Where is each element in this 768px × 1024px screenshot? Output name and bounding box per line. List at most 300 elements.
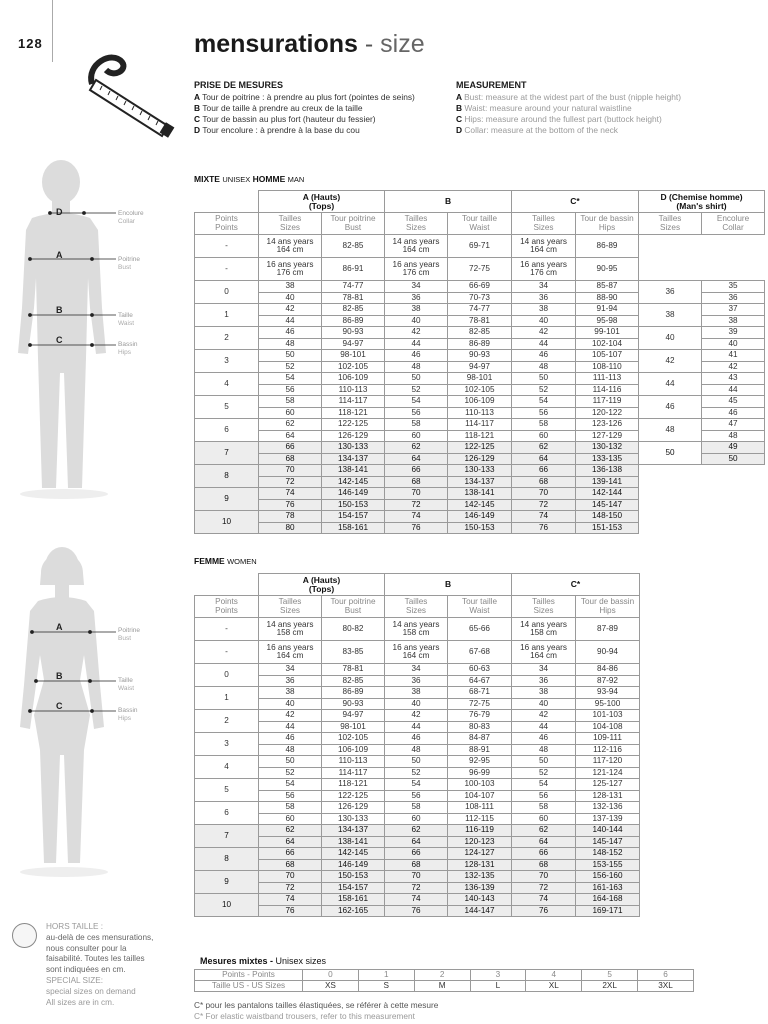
table-cell: 42 [512,327,576,339]
table-cell: 122-125 [322,790,385,802]
table-cell: 46 [512,350,576,362]
male-label-c: C [56,335,63,345]
table-cell: 112-116 [576,744,640,756]
table-cell: 62 [385,825,448,837]
female-side-bust: Poitrine Bust [118,627,141,642]
instruction-key: A [456,92,465,102]
table-cell: 68 [259,453,322,465]
header-group-c: C* [512,191,639,213]
table-cell: 110-113 [322,384,385,396]
table-cell: 154-157 [322,511,385,523]
table-cell: 66 [385,465,448,477]
table-cell: 133-135 [576,453,639,465]
male-label-b: B [56,305,63,315]
table-cell: 68 [512,476,576,488]
page-title: mensurations - size [194,30,425,58]
table-row [195,825,640,837]
table-cell: 78-81 [322,292,385,304]
table-cell: 40 [385,315,448,327]
mixed-sizes-table [194,969,694,992]
shirt-size-cell: 50 [639,442,702,465]
table-cell: 120-123 [448,836,512,848]
table-cell: 56 [259,384,322,396]
table-cell: 56 [512,407,576,419]
table-cell: 87-92 [576,675,640,687]
table-cell: 66 [259,848,322,860]
table-cell: 76 [259,499,322,511]
collar-cell: 43 [702,373,765,385]
female-label-a: A [56,622,63,632]
table-cell: 164-168 [576,894,640,906]
instruction-text: Waist: measure around your natural waistline [464,103,632,113]
female-label-b: B [56,671,63,681]
table-cell: 150-153 [448,522,512,534]
table-row [195,871,640,883]
table-cell: 38 [385,304,448,316]
table-cell: - [195,641,259,664]
table-cell: 84-86 [576,664,640,676]
table-cell: 64 [385,453,448,465]
instruction-key: A [194,92,203,102]
tape-measure-icon [82,44,178,140]
female-label-c: C [56,701,63,711]
special-size-line: special sizes on demand [46,986,136,996]
table-cell: 60 [512,813,576,825]
table-cell: 14 ans years 164 cm [512,235,576,258]
table-cell: 64 [512,453,576,465]
subheader-cell: Tour poitrine Bust [322,213,385,235]
table-cell: 105-107 [576,350,639,362]
table-cell: 68 [385,476,448,488]
table-row [195,350,765,362]
table-row [195,304,765,316]
shirt-size-cell: 44 [639,373,702,396]
table-row [195,848,640,860]
subheader-cell: Tour taille Waist [448,596,512,618]
header-group-c: C* [512,574,640,596]
table-cell: 64 [512,836,576,848]
table-cell: 138-141 [322,836,385,848]
instruction-text: Tour de poitrine : à prendre au plus fort (pointes de seins) [202,92,415,102]
table-row [195,373,765,385]
table-cell: 58 [385,419,448,431]
table-cell: 46 [259,733,322,745]
table-row-kids [195,641,640,664]
table-cell: 112-115 [448,813,512,825]
male-side-bust: Poitrine Bust [118,256,141,271]
table-cell: 46 [385,350,448,362]
table-cell: 118-121 [322,407,385,419]
table-cell: 62 [512,825,576,837]
table-row [195,836,640,848]
table-cell: 60-63 [448,664,512,676]
table-cell: 76 [385,522,448,534]
instruction-key: D [194,125,203,135]
table-cell: 68 [512,859,576,871]
subheader-cell: Points Points [195,213,259,235]
table-cell: 66 [259,442,322,454]
table-cell: 88-91 [448,744,512,756]
header-group-d: D (Chemise homme) (Man's shirt) [639,191,765,213]
table-cell: 52 [385,767,448,779]
table-cell: 72 [259,476,322,488]
mixed-cell: S [358,981,414,992]
subheader-cell: Tour de bassin Hips [576,596,640,618]
table-cell: 138-141 [448,488,512,500]
table-cell: 154-157 [322,882,385,894]
table-cell: 52 [512,767,576,779]
table-cell: 90-93 [322,327,385,339]
table-cell: 60 [259,813,322,825]
table-cell: 144-147 [448,905,512,917]
table-cell: 16 ans years 176 cm [512,258,576,281]
table-row [195,813,640,825]
table-cell: 158-161 [322,894,385,906]
table-cell: 117-119 [576,396,639,408]
table-cell: 148-150 [576,511,639,523]
instruction-text: Collar: measure at the bottom of the neck [464,125,618,135]
table-cell: 86-89 [322,315,385,327]
table-cell: 98-101 [322,721,385,733]
header-group-b: B [385,191,512,213]
table-cell: 64-67 [448,675,512,687]
table-cell: 136-139 [448,882,512,894]
table-cell: 48 [512,744,576,756]
table-cell: 106-109 [322,744,385,756]
table-cell: 106-109 [322,373,385,385]
table-row [195,687,640,699]
collar-cell: 41 [702,350,765,362]
table-cell: 95-100 [576,698,640,710]
table-cell: 16 ans years 176 cm [259,258,322,281]
table-cell: 60 [385,813,448,825]
instruction-key: B [456,103,465,113]
table-cell: 123-126 [576,419,639,431]
table-cell: 130-133 [322,813,385,825]
table-cell: 38 [512,687,576,699]
table-row [195,859,640,871]
table-header-row [195,574,640,596]
table-cell: 153-155 [576,859,640,871]
table-cell: 104-108 [576,721,640,733]
table-cell: 116-119 [448,825,512,837]
table-cell: 130-133 [448,465,512,477]
hors-taille-circle-icon [12,923,37,948]
table-cell: 48 [385,744,448,756]
header-group-a: A (Hauts) (Tops) [259,191,385,213]
table-cell: 126-129 [448,453,512,465]
table-cell: 72 [512,882,576,894]
table-cell: 91-94 [576,304,639,316]
female-side-waist: Taille Waist [118,677,135,692]
table-row-kids [195,235,765,258]
table-cell: 90-93 [448,350,512,362]
table-cell: 72 [385,882,448,894]
table-cell: 44 [259,721,322,733]
men-section-title: MIXTE UNISEX HOMME MAN [194,174,305,184]
table-cell: 74 [512,894,576,906]
table-cell: 64 [259,836,322,848]
table-cell: 146-149 [448,511,512,523]
table-cell: 14 ans years 158 cm [259,618,322,641]
table-cell: 38 [259,687,322,699]
points-cell: 3 [195,350,259,373]
table-cell: 16 ans years 164 cm [385,641,448,664]
collar-cell: 40 [702,338,765,350]
subheader-cell: Tour poitrine Bust [322,596,385,618]
table-cell: 126-129 [322,430,385,442]
collar-cell: 47 [702,419,765,431]
male-side-waist: Taille Waist [118,312,135,327]
table-cell: 40 [259,698,322,710]
table-cell: 54 [259,779,322,791]
table-row [195,905,640,917]
table-cell: 74-77 [448,304,512,316]
table-row [195,442,765,454]
table-cell: 145-147 [576,499,639,511]
mixed-sizes-title: Mesures mixtes - Unisex sizes [200,956,327,966]
table-cell: 14 ans years 164 cm [385,235,448,258]
collar-cell: 49 [702,442,765,454]
male-label-d: D [56,207,63,217]
table-cell: 76-79 [448,710,512,722]
table-cell: 54 [259,373,322,385]
table-cell: 50 [259,756,322,768]
table-subheader-row [195,213,765,235]
male-measure-lines [28,205,120,355]
table-cell: 38 [385,687,448,699]
table-cell: 122-125 [322,419,385,431]
mixed-cell: 2XL [582,981,638,992]
subheader-cell: Tailles Sizes [385,213,448,235]
table-cell: 40 [385,698,448,710]
table-cell: 83-85 [322,641,385,664]
table-cell: 36 [385,675,448,687]
table-cell: 126-129 [322,802,385,814]
collar-cell: 44 [702,384,765,396]
table-cell: 88-90 [576,292,639,304]
table-cell: 72 [385,499,448,511]
table-cell: 36 [512,292,576,304]
table-row [195,465,765,477]
collar-cell: 50 [702,453,765,465]
table-row-kids [195,618,640,641]
women-size-table [194,573,640,917]
table-cell: 69-71 [448,235,512,258]
instruction-text: Tour encolure : à prendre à la base du cou [202,125,360,135]
table-cell: 145-147 [576,836,640,848]
table-cell: 130-133 [322,442,385,454]
hors-taille-line: faisabilité. Toutes les tailles [46,954,145,964]
subheader-cell: Tailles Sizes [385,596,448,618]
collar-cell: 38 [702,315,765,327]
table-cell: 130-132 [576,442,639,454]
table-cell: 70 [259,871,322,883]
table-cell: 70 [385,488,448,500]
table-cell: 142-145 [322,476,385,488]
table-cell: 42 [512,710,576,722]
points-cell: 7 [195,442,259,465]
table-cell: 44 [512,721,576,733]
table-row [195,802,640,814]
points-cell: 10 [195,894,259,917]
instruction-text: Tour de taille à prendre au creux de la taille [202,103,363,113]
shirt-size-cell: 46 [639,396,702,419]
mixed-cell: 3XL [638,981,694,992]
table-cell: 64 [385,836,448,848]
table-cell: 50 [385,756,448,768]
table-cell: 102-105 [448,384,512,396]
instructions-heading: PRISE DE MESURES [194,80,284,90]
subheader-cell: Tailles Sizes [639,213,702,235]
table-cell: 94-97 [448,361,512,373]
header-divider [52,0,53,62]
mixed-cell: 2 [414,970,470,981]
table-cell: 54 [385,779,448,791]
table-cell: 68 [259,859,322,871]
table-cell: 72 [512,499,576,511]
table-cell: 66 [512,465,576,477]
table-cell: 34 [259,664,322,676]
subheader-cell: Tailles Sizes [512,596,576,618]
table-cell: 46 [512,733,576,745]
instruction-key: C [456,114,465,124]
table-cell: 104-107 [448,790,512,802]
table-cell: 14 ans years 158 cm [385,618,448,641]
table-cell: 74 [385,511,448,523]
table-cell: 66-69 [448,281,512,293]
table-cell: 52 [259,361,322,373]
table-cell: 142-144 [576,488,639,500]
male-label-a: A [56,250,63,260]
instruction-item [194,92,464,103]
table-cell: 102-104 [576,338,639,350]
hors-taille-title: HORS TAILLE : [46,922,104,931]
table-cell: 82-85 [322,235,385,258]
table-cell: 60 [385,430,448,442]
table-row [195,396,765,408]
points-cell: 4 [195,373,259,396]
table-cell: 122-125 [448,442,512,454]
table-cell: 50 [512,373,576,385]
table-cell: 48 [259,744,322,756]
table-cell: 56 [512,790,576,802]
table-cell: 102-105 [322,733,385,745]
instructions-en [456,80,726,136]
table-cell: 109-111 [576,733,640,745]
table-cell: 90-95 [576,258,639,281]
table-cell: 56 [385,407,448,419]
hors-taille-line: nous consulter pour la [46,943,127,953]
points-cell: 4 [195,756,259,779]
table-cell: 54 [385,396,448,408]
mixed-row [195,970,694,981]
special-size-line: All sizes are in cm. [46,997,115,1007]
table-cell: 101-103 [576,710,640,722]
table-cell: 38 [512,304,576,316]
women-section-title: FEMME WOMEN [194,556,257,566]
table-cell: 82-85 [448,327,512,339]
table-cell: 72-75 [448,698,512,710]
subheader-cell: Points Points [195,596,259,618]
table-cell: 44 [259,315,322,327]
table-cell: 42 [385,327,448,339]
points-cell: 3 [195,733,259,756]
table-cell: 46 [385,733,448,745]
points-cell: 7 [195,825,259,848]
collar-cell: 36 [702,292,765,304]
table-row [195,882,640,894]
table-cell: 14 ans years 164 cm [259,235,322,258]
mixed-cell: 6 [638,970,694,981]
table-row [195,721,640,733]
table-cell: 48 [259,338,322,350]
table-cell: 56 [259,790,322,802]
table-cell: 150-153 [322,871,385,883]
mixed-cell: XS [303,981,359,992]
mixed-cell: 4 [526,970,582,981]
table-cell: 48 [512,361,576,373]
men-size-table [194,190,765,534]
table-cell: 34 [385,664,448,676]
table-cell: 118-121 [448,430,512,442]
table-cell: 86-89 [448,338,512,350]
table-cell: 146-149 [322,488,385,500]
table-cell: 62 [259,825,322,837]
table-cell: 142-145 [322,848,385,860]
table-cell: 132-135 [448,871,512,883]
mixed-cell: 5 [582,970,638,981]
table-cell: 94-97 [322,338,385,350]
collar-cell: 35 [702,281,765,293]
table-cell: 44 [512,338,576,350]
table-cell: 50 [385,373,448,385]
table-cell: 16 ans years 164 cm [512,641,576,664]
table-row [195,767,640,779]
table-cell: 74 [385,894,448,906]
table-cell: 84-87 [448,733,512,745]
points-cell: 2 [195,327,259,350]
table-cell: 14 ans years 158 cm [512,618,576,641]
table-cell: 124-127 [448,848,512,860]
table-cell: 161-163 [576,882,640,894]
table-cell: 58 [385,802,448,814]
table-cell: 156-160 [576,871,640,883]
table-cell: 86-91 [322,258,385,281]
table-cell: 65-66 [448,618,512,641]
table-cell: 93-94 [576,687,640,699]
table-row [195,756,640,768]
table-cell: 87-89 [576,618,640,641]
subheader-cell: Tour de bassin Hips [576,213,639,235]
table-cell: 110-113 [322,756,385,768]
table-cell: 16 ans years 164 cm [259,641,322,664]
shirt-size-cell: 42 [639,350,702,373]
instruction-key: C [194,114,203,124]
points-cell: 0 [195,664,259,687]
subheader-cell: Tailles Sizes [259,213,322,235]
table-cell: 146-149 [322,859,385,871]
table-cell: 40 [512,698,576,710]
table-cell: 52 [385,384,448,396]
table-cell: 111-113 [576,373,639,385]
table-cell: 70 [259,465,322,477]
table-cell: 94-97 [322,710,385,722]
table-row [195,710,640,722]
table-cell: - [195,258,259,281]
special-size-title: SPECIAL SIZE: [46,975,104,985]
mixed-row [195,981,694,992]
